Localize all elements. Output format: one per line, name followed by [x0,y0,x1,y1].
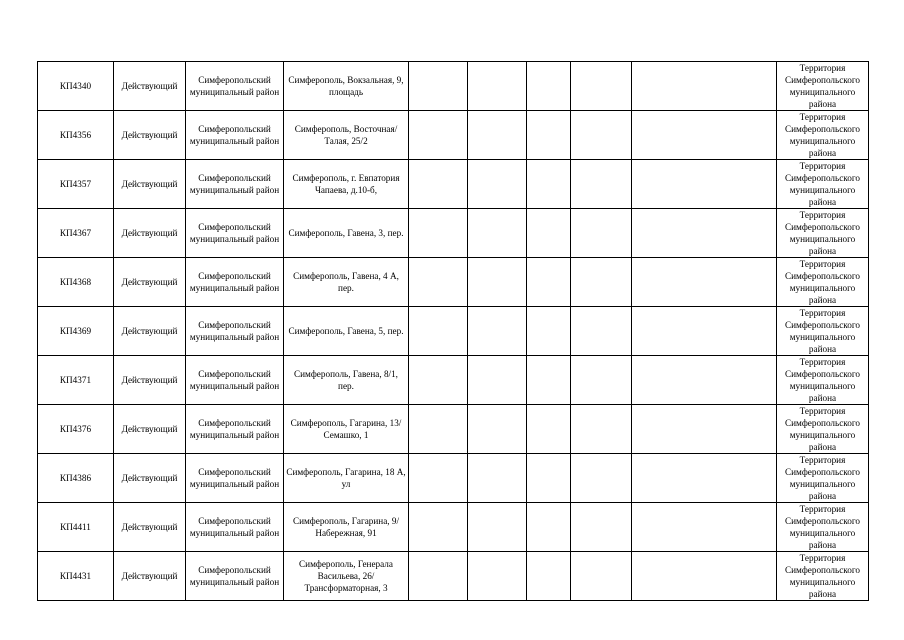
cell-status: Действующий [114,111,186,160]
cell-empty [632,307,777,356]
cell-empty [468,356,527,405]
cell-empty [468,111,527,160]
cell-status: Действующий [114,405,186,454]
cell-empty [527,405,571,454]
cell-district: Симферопольский муниципальный район [186,62,284,111]
cell-empty [409,209,468,258]
cell-territory: Территория Симферопольского муниципального района [777,111,869,160]
table-row [38,307,869,356]
cell-address: Симферополь, Гавена, 8/1, пер. [284,356,409,405]
cell-empty [571,503,632,552]
table-row [38,209,869,258]
cell-code: КП4357 [38,160,114,209]
cell-empty [527,356,571,405]
cell-empty [527,62,571,111]
cell-address: Симферополь, Восточная/Талая, 25/2 [284,111,409,160]
cell-district: Симферопольский муниципальный район [186,209,284,258]
cell-empty [632,503,777,552]
cell-status: Действующий [114,160,186,209]
cell-empty [527,503,571,552]
cell-empty [632,111,777,160]
cell-empty [468,209,527,258]
cell-empty [468,454,527,503]
table-row [38,552,869,601]
cell-territory: Территория Симферопольского муниципального района [777,209,869,258]
cell-empty [409,307,468,356]
cell-address: Симферополь, Гагарина, 9/ Набережная, 91 [284,503,409,552]
cell-empty [571,307,632,356]
cell-empty [527,307,571,356]
cell-empty [527,552,571,601]
cell-code: КП4386 [38,454,114,503]
cell-empty [409,160,468,209]
table-row [38,258,869,307]
cell-empty [632,405,777,454]
cell-status: Действующий [114,552,186,601]
cell-district: Симферопольский муниципальный район [186,552,284,601]
cell-district: Симферопольский муниципальный район [186,454,284,503]
cell-district: Симферопольский муниципальный район [186,503,284,552]
cell-district: Симферопольский муниципальный район [186,111,284,160]
cell-address: Симферополь, Вокзальная, 9, площадь [284,62,409,111]
cell-empty [468,62,527,111]
table-body [38,62,869,601]
cell-empty [527,160,571,209]
cell-empty [571,111,632,160]
cell-empty [632,62,777,111]
cell-code: КП4369 [38,307,114,356]
cell-territory: Территория Симферопольского муниципального района [777,552,869,601]
table-row [38,160,869,209]
cell-empty [468,552,527,601]
cell-empty [409,62,468,111]
cell-empty [527,258,571,307]
cell-code: КП4340 [38,62,114,111]
cell-address: Симферополь, Гавена, 5, пер. [284,307,409,356]
cell-status: Действующий [114,258,186,307]
cell-territory: Территория Симферопольского муниципального района [777,454,869,503]
cell-empty [571,356,632,405]
cell-empty [571,405,632,454]
cell-empty [571,258,632,307]
cell-empty [468,160,527,209]
cell-status: Действующий [114,62,186,111]
cell-code: КП4371 [38,356,114,405]
cell-territory: Территория Симферопольского муниципального района [777,62,869,111]
cell-territory: Территория Симферопольского муниципального района [777,307,869,356]
cell-district: Симферопольский муниципальный район [186,405,284,454]
cell-empty [571,454,632,503]
table-row [38,454,869,503]
cell-empty [468,307,527,356]
cell-code: КП4411 [38,503,114,552]
cell-empty [632,209,777,258]
cell-empty [632,356,777,405]
cell-address: Симферополь, Генерала Васильева, 26/ Трансформаторная, 3 [284,552,409,601]
cell-empty [409,503,468,552]
table-row [38,356,869,405]
table-row [38,503,869,552]
cell-empty [632,258,777,307]
cell-empty [632,160,777,209]
table-row [38,405,869,454]
cell-territory: Территория Симферопольского муниципального района [777,356,869,405]
table-row [38,62,869,111]
cell-empty [571,62,632,111]
cell-district: Симферопольский муниципальный район [186,307,284,356]
cell-territory: Территория Симферопольского муниципального района [777,258,869,307]
cell-status: Действующий [114,307,186,356]
cell-empty [409,111,468,160]
table-row [38,111,869,160]
cell-empty [409,454,468,503]
cell-empty [409,356,468,405]
cell-empty [527,209,571,258]
cell-address: Симферополь, Гагарина, 18 А, ул [284,454,409,503]
cell-district: Симферопольский муниципальный район [186,356,284,405]
cell-status: Действующий [114,503,186,552]
cell-code: КП4368 [38,258,114,307]
cell-empty [468,258,527,307]
cell-status: Действующий [114,454,186,503]
cell-empty [632,454,777,503]
cell-territory: Территория Симферопольского муниципального района [777,503,869,552]
cell-empty [468,503,527,552]
cell-empty [571,552,632,601]
cell-code: КП4367 [38,209,114,258]
cell-code: КП4356 [38,111,114,160]
cell-empty [468,405,527,454]
registry-table [37,61,869,601]
cell-empty [409,258,468,307]
cell-district: Симферопольский муниципальный район [186,258,284,307]
cell-empty [571,209,632,258]
cell-address: Симферополь, Гавена, 4 А, пер. [284,258,409,307]
cell-empty [527,111,571,160]
cell-status: Действующий [114,356,186,405]
cell-empty [632,552,777,601]
cell-address: Симферополь, Гагарина, 13/ Семашко, 1 [284,405,409,454]
cell-territory: Территория Симферопольского муниципального района [777,160,869,209]
cell-address: Симферополь, Гавена, 3, пер. [284,209,409,258]
cell-address: Симферополь, г. Евпатория Чапаева, д.10-б, [284,160,409,209]
cell-district: Симферопольский муниципальный район [186,160,284,209]
cell-territory: Территория Симферопольского муниципального района [777,405,869,454]
cell-empty [409,405,468,454]
cell-empty [571,160,632,209]
cell-code: КП4376 [38,405,114,454]
cell-code: КП4431 [38,552,114,601]
cell-status: Действующий [114,209,186,258]
cell-empty [409,552,468,601]
cell-empty [527,454,571,503]
